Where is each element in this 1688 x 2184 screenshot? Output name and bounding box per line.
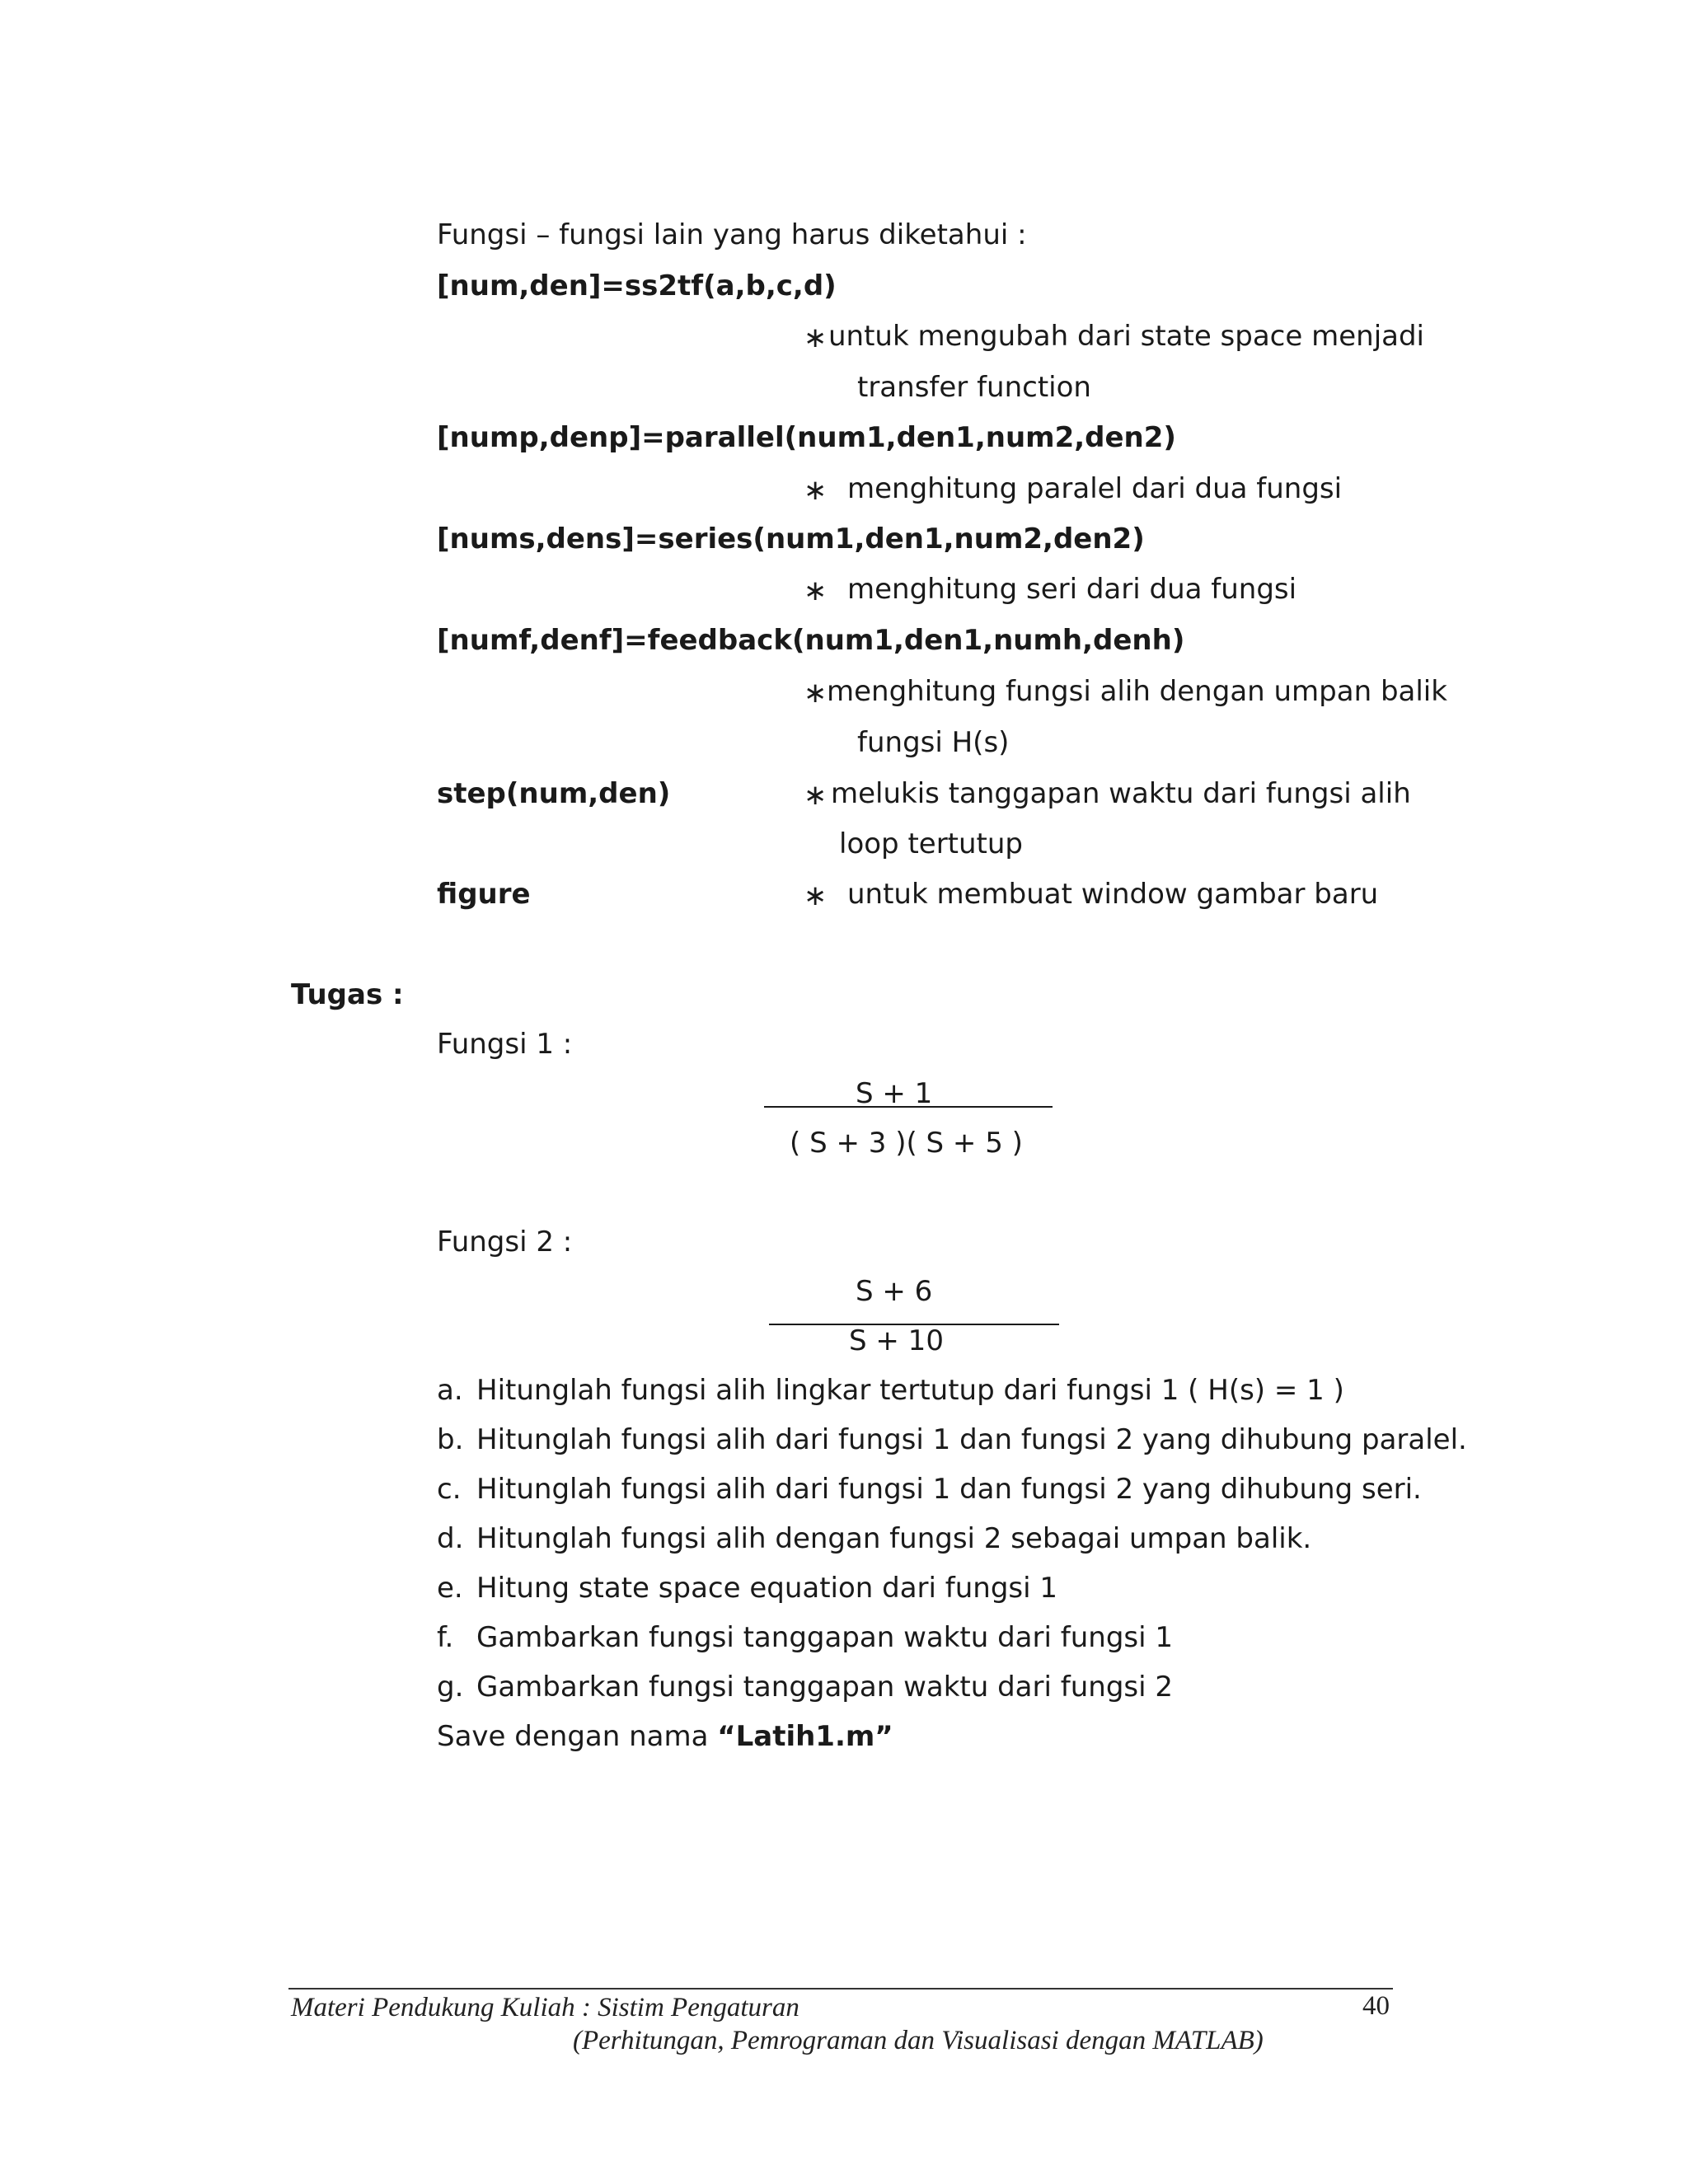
task-letter: c.: [437, 1473, 462, 1506]
save-filename: “Latih1.m”: [717, 1720, 893, 1753]
fraction-bar: [764, 1106, 1053, 1108]
function-desc: menghitung seri dari dua fungsi: [847, 573, 1297, 606]
task-item: [437, 1423, 1467, 1456]
function-desc: menghitung paralel dari dua fungsi: [847, 472, 1343, 505]
task-text: Hitunglah fungsi alih lingkar tertutup dari fungsi 1 ( H(s) = 1 ): [476, 1374, 1344, 1407]
task-item: [437, 1671, 1174, 1704]
fungsi1-numerator: S + 1: [856, 1077, 933, 1110]
task-letter: f.: [437, 1621, 454, 1654]
fungsi2-numerator: S + 6: [856, 1275, 933, 1308]
save-instruction: [437, 1720, 893, 1753]
task-letter: b.: [437, 1423, 464, 1456]
bullet-icon: ∗: [804, 474, 828, 507]
footer-rule: [288, 1988, 1393, 1990]
function-desc: untuk membuat window gambar baru: [847, 878, 1379, 911]
bullet-icon: ∗: [804, 321, 828, 354]
bullet-icon: ∗: [804, 779, 828, 812]
function-desc-cont: loop tertutup: [839, 827, 1024, 860]
bullet-icon: ∗: [804, 574, 828, 607]
bullet-icon: ∗: [804, 677, 828, 710]
function-desc-cont: fungsi H(s): [857, 726, 1010, 759]
page-number: 40: [1362, 1991, 1390, 2021]
task-text: Hitung state space equation dari fungsi 1: [476, 1572, 1058, 1605]
function-desc-cont: transfer function: [857, 371, 1091, 404]
fungsi2-denominator: S + 10: [849, 1324, 944, 1357]
footer-line2: (Perhitungan, Pemrograman dan Visualisasi dengan MATLAB): [573, 2026, 1264, 2055]
intro-text: Fungsi – fungsi lain yang harus diketahui :: [437, 218, 1027, 251]
function-code: step(num,den): [437, 777, 671, 810]
fungsi1-label: Fungsi 1 :: [437, 1028, 573, 1061]
task-letter: e.: [437, 1572, 463, 1605]
task-letter: a.: [437, 1374, 463, 1407]
bullet-icon: ∗: [804, 879, 828, 912]
task-text: Hitunglah fungsi alih dari fungsi 1 dan fungsi 2 yang dihubung paralel.: [476, 1423, 1467, 1456]
task-text: Gambarkan fungsi tanggapan waktu dari fungsi 2: [476, 1671, 1174, 1704]
function-code: [num,den]=ss2tf(a,b,c,d): [437, 269, 837, 302]
task-item: [437, 1621, 1174, 1654]
tugas-heading: Tugas :: [291, 978, 404, 1011]
task-text: Hitunglah fungsi alih dengan fungsi 2 sebagai umpan balik.: [476, 1522, 1312, 1555]
function-code: [nump,denp]=parallel(num1,den1,num2,den2): [437, 421, 1176, 454]
task-letter: g.: [437, 1671, 464, 1704]
footer-line1: Materi Pendukung Kuliah : Sistim Pengaturan: [291, 1993, 799, 2022]
function-code: [nums,dens]=series(num1,den1,num2,den2): [437, 523, 1145, 555]
task-item: [437, 1522, 1312, 1555]
task-item: [437, 1473, 1422, 1506]
fungsi1-denominator: ( S + 3 )( S + 5 ): [790, 1127, 1023, 1160]
task-item: [437, 1374, 1344, 1407]
fungsi2-label: Fungsi 2 :: [437, 1226, 573, 1258]
function-code: [numf,denf]=feedback(num1,den1,numh,denh): [437, 624, 1185, 657]
function-desc: untuk mengubah dari state space menjadi: [828, 320, 1424, 353]
function-code: figure: [437, 878, 531, 911]
task-item: [437, 1572, 1058, 1605]
function-desc: melukis tanggapan waktu dari fungsi alih: [831, 777, 1411, 810]
save-prefix: Save dengan nama: [437, 1720, 718, 1753]
task-text: Gambarkan fungsi tanggapan waktu dari fungsi 1: [476, 1621, 1174, 1654]
task-letter: d.: [437, 1522, 464, 1555]
function-desc: menghitung fungsi alih dengan umpan balik: [827, 675, 1447, 708]
task-text: Hitunglah fungsi alih dari fungsi 1 dan fungsi 2 yang dihubung seri.: [476, 1473, 1422, 1506]
